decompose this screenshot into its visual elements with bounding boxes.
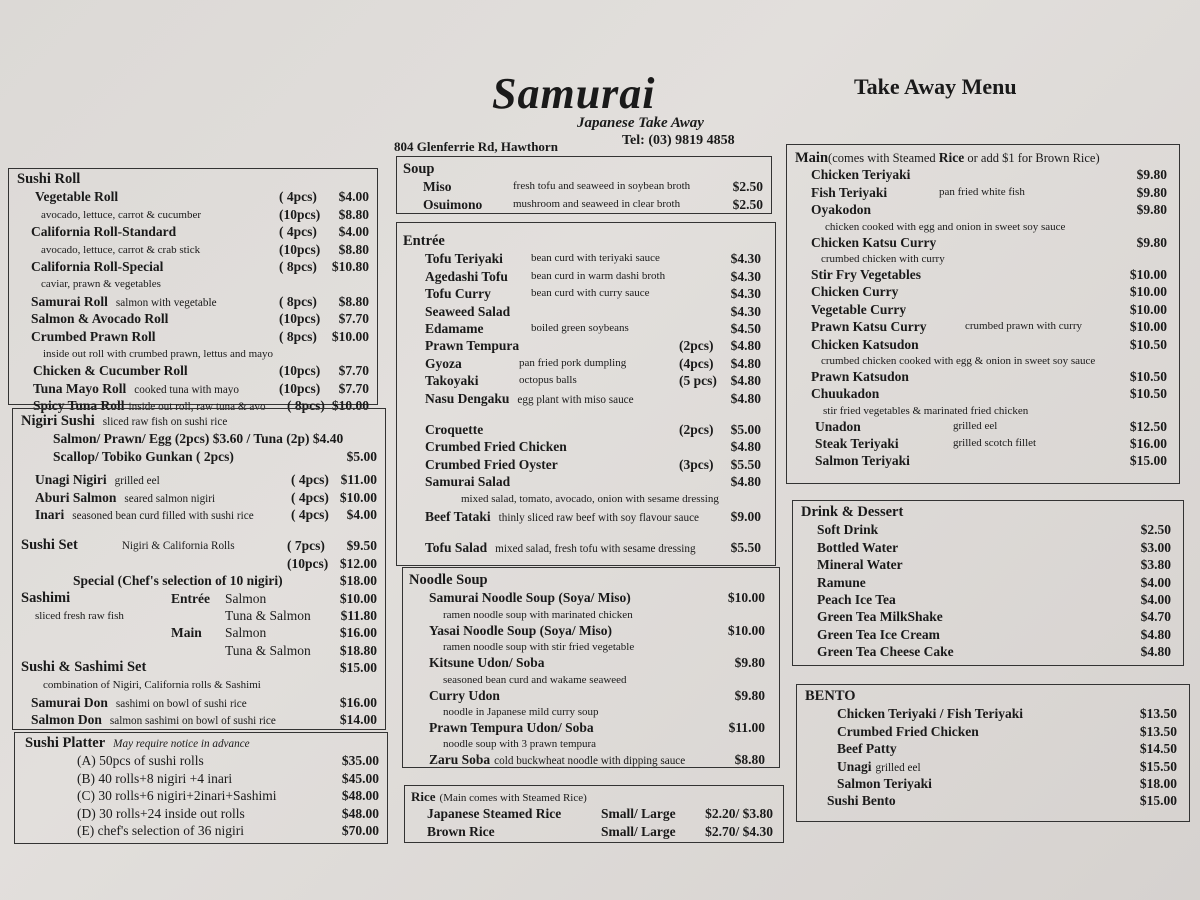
platter-item: (C) 30 rolls+6 nigiri+2inari+Sashimi $48.00 [77, 788, 379, 804]
menu-item: Crumbed Prawn Roll ( 8pcs) $10.00 [31, 328, 369, 344]
menu-item: Green Tea Ice Cream $4.80 [817, 626, 1171, 642]
menu-item: Prawn Katsudon $10.50 [811, 368, 1167, 384]
section-title: Main [795, 150, 829, 166]
section-title: Nigiri Sushi [21, 413, 95, 429]
section-title: BENTO [805, 688, 856, 704]
section-title: Noodle Soup [409, 572, 488, 588]
menu-item: Salmon/ Prawn/ Egg (2pcs) $3.60 / Tuna (2p) $4.40 [53, 431, 344, 447]
sashimi: Sashimi Entrée Salmon $10.00 [21, 589, 377, 606]
menu-item: Prawn Katsu Curry crumbed prawn with curry $10.00 [811, 319, 1167, 335]
menu-item: Soft Drink $2.50 [817, 522, 1171, 538]
section-title: Drink & Dessert [801, 504, 904, 520]
platter-item: (D) 30 rolls+24 inside out rolls $48.00 [77, 805, 379, 821]
menu-item: Steak Teriyaki grilled scotch fillet $16.00 [815, 436, 1167, 452]
section-title: Sushi Platter [25, 735, 106, 751]
noodle-soup-section [402, 567, 780, 768]
nigiri-sashimi-section: Nigiri Sushi sliced raw fish on sushi rice Salmon/ Prawn/ Egg (2pcs) $3.60 / Tuna (2p) $4.40 Scallop/ Tobiko Gunkan ( 2pcs) $5.00 Unagi Nigiri grilled eel ( 4pcs) $11.00 Aburi Salmon seared salmon nigiri ( 4pcs) $10.00 Inari seasoned bean curd filled with sushi rice ( 4pcs) $4.00 Sushi Set Nigiri & California Rolls ( 7pcs) $9.50 (10pcs) $12.00 Special (Chef's selection of 10 nigiri) $18.00 Sashimi Entrée Salmon $10.00 sliced fresh raw fish Tuna & Salmon $11.80 Main Salmon $16.00 Tuna & Salmon $18.80 Sushi & Sashimi Set $15.00 combination of Nigiri, California rolls & Sashimi Samurai Don sashimi on bowl of sushi rice $16.00 Salmon Don salmon sashimi on bowl of sushi rice $14.00 [12, 408, 386, 730]
menu-item: Mineral Water $3.80 [817, 557, 1171, 573]
section-title: Rice [411, 789, 436, 804]
menu-item: Scallop/ Tobiko Gunkan ( 2pcs) $5.00 [53, 448, 377, 464]
menu-item: stir fried vegetables & marinated fried chicken [823, 404, 1029, 417]
menu-item: avocado, lettuce, carrot & crab stick (10pcs) $8.80 [41, 241, 369, 257]
menu-item: Chicken Curry $10.00 [811, 284, 1167, 300]
menu-item: Unagi Nigiri grilled eel ( 4pcs) $11.00 [35, 472, 377, 488]
menu-item: Inari seasoned bean curd filled with sushi rice ( 4pcs) $4.00 [35, 506, 377, 522]
menu-item: Unagi grilled eel $15.50 [837, 758, 1177, 774]
bento-section [796, 684, 1190, 822]
sashimi: Tuna & Salmon $18.80 [225, 642, 377, 658]
menu-item: California Roll-Special ( 8pcs) $10.80 [31, 258, 369, 274]
drink-dessert-section [792, 500, 1184, 666]
menu-item: Salmon & Avocado Roll (10pcs) $7.70 [31, 311, 369, 327]
menu-item: Green Tea MilkShake $4.70 [817, 609, 1171, 625]
menu-item: Green Tea Cheese Cake $4.80 [817, 644, 1171, 660]
menu-item: Tuna Mayo Roll cooked tuna with mayo (10pcs) $7.70 [33, 380, 369, 396]
menu-item: Tofu Teriyaki bean curd with teriyaki sauce $4.30 [425, 251, 761, 267]
menu-item: Samurai Don sashimi on bowl of sushi rice $16.00 [31, 694, 377, 710]
sushi-sashimi-set: combination of Nigiri, California rolls & Sashimi [43, 679, 261, 692]
menu-item: Takoyaki octopus balls (5 pcs) $4.80 [425, 373, 761, 389]
section-title: Entrée [403, 233, 445, 249]
menu-item: Beef Patty $14.50 [837, 741, 1177, 757]
menu-item: Chicken Katsu Curry $9.80 [811, 234, 1167, 250]
platter-item: (E) chef's selection of 36 nigiri $70.00 [77, 822, 379, 838]
menu-item: Yasai Noodle Soup (Soya/ Miso) $10.00 [429, 622, 765, 638]
menu-item: Crumbed Fried Chicken $13.50 [837, 723, 1177, 739]
entree-section [396, 222, 776, 566]
menu-item: Stir Fry Vegetables $10.00 [811, 266, 1167, 282]
menu-item: Vegetable Curry $10.00 [811, 301, 1167, 317]
menu-item: ramen noodle soup with stir fried vegetable [443, 641, 635, 654]
menu-item: Aburi Salmon seared salmon nigiri ( 4pcs) $10.00 [35, 489, 377, 505]
menu-item: Unadon grilled eel $12.50 [815, 418, 1167, 434]
tagline: Japanese Take Away [577, 115, 704, 131]
sushi-set-special: Special (Chef's selection of 10 nigiri) $18.00 [73, 573, 377, 589]
menu-item: seasoned bean curd and wakame seaweed [443, 673, 627, 686]
main-section: Main(comes with Steamed Rice or add $1 for Brown Rice) Chicken Teriyaki $9.80 Fish Teriyaki pan fried white fish $9.80 Oyakodon $9.80 chicken cooked with egg and onion in sweet soy sauce Chicken Katsu Curry $9.80 crumbed chicken with curry Stir Fry Vegetables $10.00 Chicken Curry $10.00 Vegetable Curry $10.00 Prawn Katsu Curry crumbed prawn with curry $10.00 Chicken Katsudon $10.50 crumbed chicken cooked with egg & onion in sweet soy sauce Prawn Katsudon $10.50 Chuukadon $10.50 stir fried vegetables & marinated fried chicken Unadon grilled eel $12.50 Steak Teriyaki grilled scotch fillet $16.00 Salmon Teriyaki $15.00 [786, 144, 1180, 484]
menu-item: inside out roll with crumbed prawn, lettus and mayo [43, 347, 274, 360]
sashimi: Main Salmon $16.00 [171, 625, 377, 641]
menu-item: crumbed chicken cooked with egg & onion in sweet soy sauce [821, 354, 1096, 367]
section-title: Soup [403, 161, 435, 177]
menu-item: mixed salad, tomato, avocado, onion with sesame dressing [461, 493, 719, 506]
sushi-set: Sushi Set Nigiri & California Rolls ( 7pcs) $9.50 [21, 537, 377, 554]
menu-item: Prawn Tempura Udon/ Soba $11.00 [429, 719, 765, 735]
menu-item: Tofu Curry bean curd with curry sauce $4.30 [425, 286, 761, 302]
section-title: Sushi Roll [17, 171, 81, 187]
menu-item: Nasu Dengaku egg plant with miso sauce $4.80 [425, 390, 761, 406]
menu-item: Samurai Salad $4.80 [425, 474, 761, 490]
menu-item: avocado, lettuce, carrot & cucumber (10pcs) $8.80 [41, 206, 369, 222]
sashimi: sliced fresh raw fish Tuna & Salmon $11.80 [35, 607, 377, 623]
menu-item: noodle soup with 3 prawn tempura [443, 738, 597, 751]
menu-item: Sushi Bento $15.00 [827, 793, 1177, 809]
soup-section [396, 156, 772, 214]
menu-item: Ramune $4.00 [817, 574, 1171, 590]
menu-item: Edamame boiled green soybeans $4.50 [425, 320, 761, 336]
restaurant-name: Samurai [492, 69, 656, 118]
menu-item: Spicy Tuna Roll inside out roll, raw tuna & avo ( 8pcs) $10.00 [33, 398, 369, 414]
sushi-set: (10pcs) $12.00 [287, 555, 377, 571]
menu-item: Tofu Salad mixed salad, fresh tofu with sesame dressing $5.50 [425, 540, 761, 556]
menu-item: Crumbed Fried Oyster (3pcs) $5.50 [425, 456, 761, 472]
telephone: Tel: (03) 9819 4858 [622, 133, 735, 148]
menu-item: Osuimono mushroom and seaweed in clear broth $2.50 [423, 196, 763, 212]
platter-item: (B) 40 rolls+8 nigiri +4 inari $45.00 [77, 770, 379, 786]
menu-item: Gyoza pan fried pork dumpling (4pcs) $4.80 [425, 355, 761, 371]
menu-item: Crumbed Fried Chicken $4.80 [425, 439, 761, 455]
menu-item: Seaweed Salad $4.30 [425, 303, 761, 319]
menu-item: caviar, prawn & vegetables [41, 278, 161, 291]
menu-item: Fish Teriyaki pan fried white fish $9.80 [811, 184, 1167, 200]
menu-item: Prawn Tempura (2pcs) $4.80 [425, 338, 761, 354]
menu-item: Chicken Teriyaki $9.80 [811, 167, 1167, 183]
platter-item: (A) 50pcs of sushi rolls $35.00 [77, 753, 379, 769]
menu-item: Chicken & Cucumber Roll (10pcs) $7.70 [33, 363, 369, 379]
menu-item: ramen noodle soup with marinated chicken [443, 608, 633, 621]
menu-item: California Roll-Standard ( 4pcs) $4.00 [31, 224, 369, 240]
menu-item: Curry Udon $9.80 [429, 687, 765, 703]
menu-item: Bottled Water $3.00 [817, 539, 1171, 555]
menu-item: Peach Ice Tea $4.00 [817, 591, 1171, 607]
menu-item: Beef Tataki thinly sliced raw beef with soy flavour sauce $9.00 [425, 508, 761, 524]
menu-item: Salmon Teriyaki $15.00 [815, 453, 1167, 469]
menu-item: Chuukadon $10.50 [811, 386, 1167, 402]
menu-item: Brown Rice Small/ Large $2.70/ $4.30 [427, 823, 773, 839]
menu-item: crumbed chicken with curry [821, 252, 945, 265]
sushi-platter-section: Sushi Platter May require notice in advance (A) 50pcs of sushi rolls $35.00 (B) 40 rolls+8 nigiri +4 inari $45.00 (C) 30 rolls+6 nigiri+2inari+Sashimi $48.00 (D) 30 rolls+24 inside out rolls $48.00 (E) chef's selection of 36 nigiri $70.00 [14, 732, 388, 844]
address: 804 Glenferrie Rd, Hawthorn [394, 139, 558, 154]
menu-item: Kitsune Udon/ Soba $9.80 [429, 655, 765, 671]
menu-item: Oyakodon $9.80 [811, 202, 1167, 218]
menu-item: chicken cooked with egg and onion in sweet soy sauce [825, 220, 1066, 233]
menu-item: Salmon Don salmon sashimi on bowl of sushi rice $14.00 [31, 712, 377, 728]
menu-item: Vegetable Roll ( 4pcs) $4.00 [35, 189, 369, 205]
rice-section: Rice (Main comes with Steamed Rice) Japanese Steamed Rice Small/ Large $2.20/ $3.80 Brown Rice Small/ Large $2.70/ $4.30 [404, 785, 784, 843]
menu-item: Salmon Teriyaki $18.00 [837, 775, 1177, 791]
menu-item: Miso fresh tofu and seaweed in soybean broth $2.50 [423, 179, 763, 195]
menu-item: Croquette (2pcs) $5.00 [425, 421, 761, 437]
menu-title: Take Away Menu [854, 74, 1017, 99]
menu-item: Chicken Teriyaki / Fish Teriyaki $13.50 [837, 706, 1177, 722]
menu-item: Chicken Katsudon $10.50 [811, 336, 1167, 352]
menu-item: Agedashi Tofu bean curd in warm dashi broth $4.30 [425, 268, 761, 284]
menu-item: Samurai Noodle Soup (Soya/ Miso) $10.00 [429, 590, 765, 606]
menu-item: Japanese Steamed Rice Small/ Large $2.20/ $3.80 [427, 806, 773, 822]
menu-item: Samurai Roll salmon with vegetable ( 8pcs) $8.80 [31, 293, 369, 309]
sushi-roll-section [8, 168, 378, 414]
sushi-sashimi-set: Sushi & Sashimi Set $15.00 [21, 659, 377, 676]
menu-item: noodle in Japanese mild curry soup [443, 705, 599, 718]
menu-item: Zaru Soba cold buckwheat noodle with dipping sauce $8.80 [429, 752, 765, 768]
